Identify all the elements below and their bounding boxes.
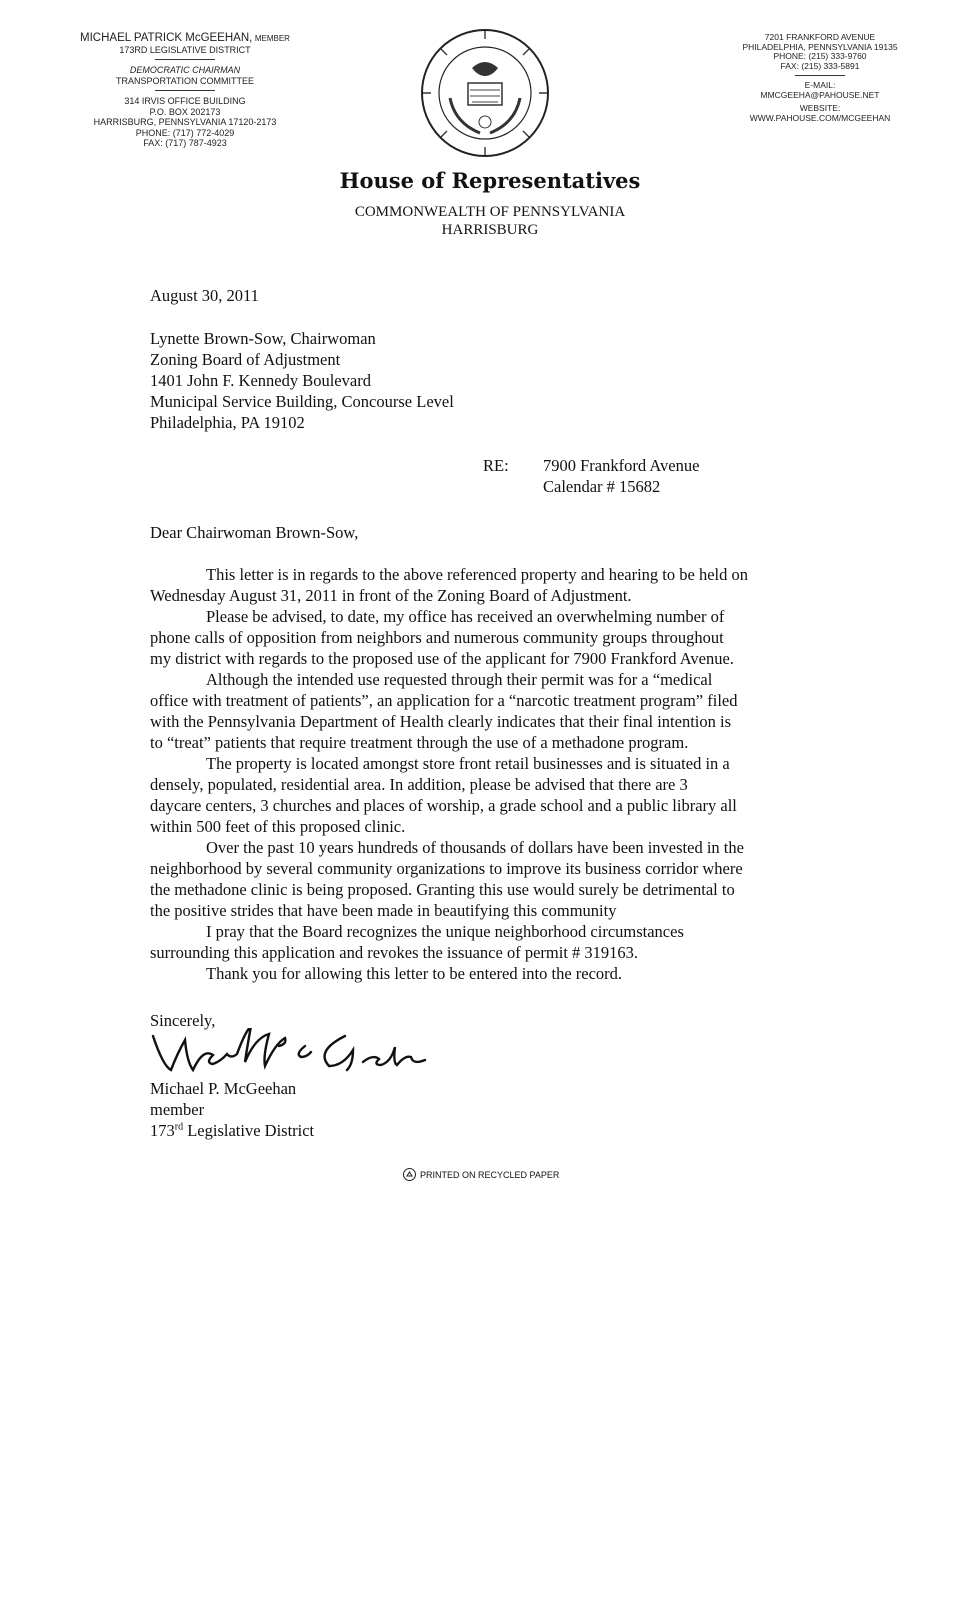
district-suffix: rd (174, 1121, 184, 1133)
role: DEMOCRATIC CHAIRMAN (129, 65, 241, 75)
divider (155, 59, 215, 60)
divider (155, 90, 215, 91)
recycled-footer (403, 1168, 559, 1181)
email: MMCGEEHA@PAHOUSE.NET (760, 89, 880, 100)
recipient-line: Zoning Board of Adjustment (150, 350, 341, 369)
member-name: MICHAEL PATRICK McGEEHAN, (80, 32, 253, 44)
recipient-line: Lynette Brown-Sow, Chairwoman (150, 329, 376, 348)
re-calendar: Calendar # 15682 (543, 477, 661, 496)
address-line: P.O. BOX 202173 (149, 106, 221, 117)
re-address: 7900 Frankford Avenue (543, 456, 700, 475)
body-paragraph (150, 921, 830, 963)
recycle-icon (403, 1168, 416, 1181)
recipient-line: 1401 John F. Kennedy Boulevard (150, 371, 371, 390)
paragraph-line: Thank you for allowing this letter to be entered into the record. (206, 964, 623, 983)
salutation: Dear Chairwoman Brown-Sow, (150, 523, 359, 542)
district-number: 173 (150, 1121, 175, 1140)
district: 173RD LEGISLATIVE DISTRICT (119, 44, 251, 55)
re-block (543, 455, 699, 497)
paragraph-line: with the Pennsylvania Department of Health clearly indicates that their final intention is (150, 712, 731, 731)
district-text: Legislative District (183, 1121, 315, 1140)
paragraph-line: densely, populated, residential area. In addition, please be advised that there are 3 (150, 775, 688, 794)
re-label: RE: (483, 456, 509, 475)
letterhead-right (710, 33, 930, 123)
body-paragraph (150, 753, 830, 837)
fax: FAX: (215) 333-5891 (780, 60, 860, 71)
member-suffix: MEMBER (254, 34, 290, 43)
address-line: 7201 FRANKFORD AVENUE (764, 32, 876, 42)
signer-name: Michael P. McGeehan (150, 1079, 297, 1098)
phone: PHONE: (717) 772-4029 (135, 127, 235, 138)
paragraph-line: daycare centers, 3 churches and places of worship, a grade school and a public library all (150, 796, 737, 815)
paragraph-line: The property is located amongst store front retail businesses and is situated in a (206, 754, 730, 773)
signer-block (150, 1078, 314, 1141)
commonwealth: COMMONWEALTH OF PENNSYLVANIA (354, 204, 626, 220)
paragraph-line: the methadone clinic is being proposed. Granting this use would surely be detrimental to (150, 880, 735, 899)
body-paragraph (150, 669, 830, 753)
paragraph-line: This letter is in regards to the above referenced property and hearing to be held on (206, 565, 749, 584)
body-paragraph (150, 963, 830, 984)
phone: PHONE: (215) 333-9760 (773, 51, 867, 61)
body-paragraph (150, 837, 830, 921)
address-line: HARRISBURG, PENNSYLVANIA 17120-2173 (93, 117, 277, 127)
paragraph-line: Over the past 10 years hundreds of thousands of dollars have been invested in the (206, 838, 744, 857)
letterhead-left (45, 33, 325, 149)
closing: Sincerely, (150, 1011, 216, 1030)
paragraph-line: Please be advised, to date, my office has received an overwhelming number of (206, 607, 725, 626)
house-seal-icon (420, 28, 550, 158)
recipient-line: Philadelphia, PA 19102 (150, 413, 305, 432)
paragraph-line: neighborhood by several community organizations to improve its business corridor where (150, 859, 743, 878)
website-label: WEBSITE: (799, 103, 841, 113)
paragraph-line: surrounding this application and revokes the issuance of permit # 319163. (150, 943, 639, 962)
paragraph-line: within 500 feet of this proposed clinic. (150, 817, 406, 836)
committee: TRANSPORTATION COMMITTEE (115, 75, 254, 86)
commonwealth-block (300, 203, 680, 239)
address-line: PHILADELPHIA, PENNSYLVANIA 19135 (742, 41, 898, 52)
body-paragraph (150, 606, 830, 669)
city: HARRISBURG (441, 222, 539, 238)
letter-date: August 30, 2011 (150, 286, 259, 305)
signature-icon (145, 1028, 445, 1078)
signer-district (150, 1120, 314, 1141)
email-label: E-MAIL: (804, 80, 836, 90)
paragraph-line: my district with regards to the proposed use of the applicant for 7900 Frankford Avenue. (150, 649, 734, 668)
address-line: 314 IRVIS OFFICE BUILDING (124, 96, 246, 106)
paragraph-line: I pray that the Board recognizes the unique neighborhood circumstances (206, 922, 684, 941)
paragraph-line: office with treatment of patients”, an application for a “narcotic treatment program” filed (150, 691, 738, 710)
divider (795, 75, 845, 76)
paragraph-line: the positive strides that have been made in beautifying this community (150, 901, 617, 920)
recycled-text: PRINTED ON RECYCLED PAPER (420, 1169, 560, 1180)
recipient-block (150, 328, 454, 433)
house-title: House of Representatives (339, 168, 641, 193)
website: WWW.PAHOUSE.COM/MCGEEHAN (749, 112, 891, 123)
recipient-line: Municipal Service Building, Concourse Level (150, 392, 454, 411)
paragraph-line: Although the intended use requested through their permit was for a “medical (206, 670, 713, 689)
paragraph-line: Wednesday August 31, 2011 in front of the Zoning Board of Adjustment. (150, 586, 632, 605)
paragraph-line: to “treat” patients that require treatment through the use of a methadone program. (150, 733, 689, 752)
paragraph-line: phone calls of opposition from neighbors and numerous community groups throughout (150, 628, 724, 647)
fax: FAX: (717) 787-4923 (143, 138, 227, 148)
body-paragraph (150, 564, 830, 606)
signer-title: member (150, 1100, 205, 1119)
